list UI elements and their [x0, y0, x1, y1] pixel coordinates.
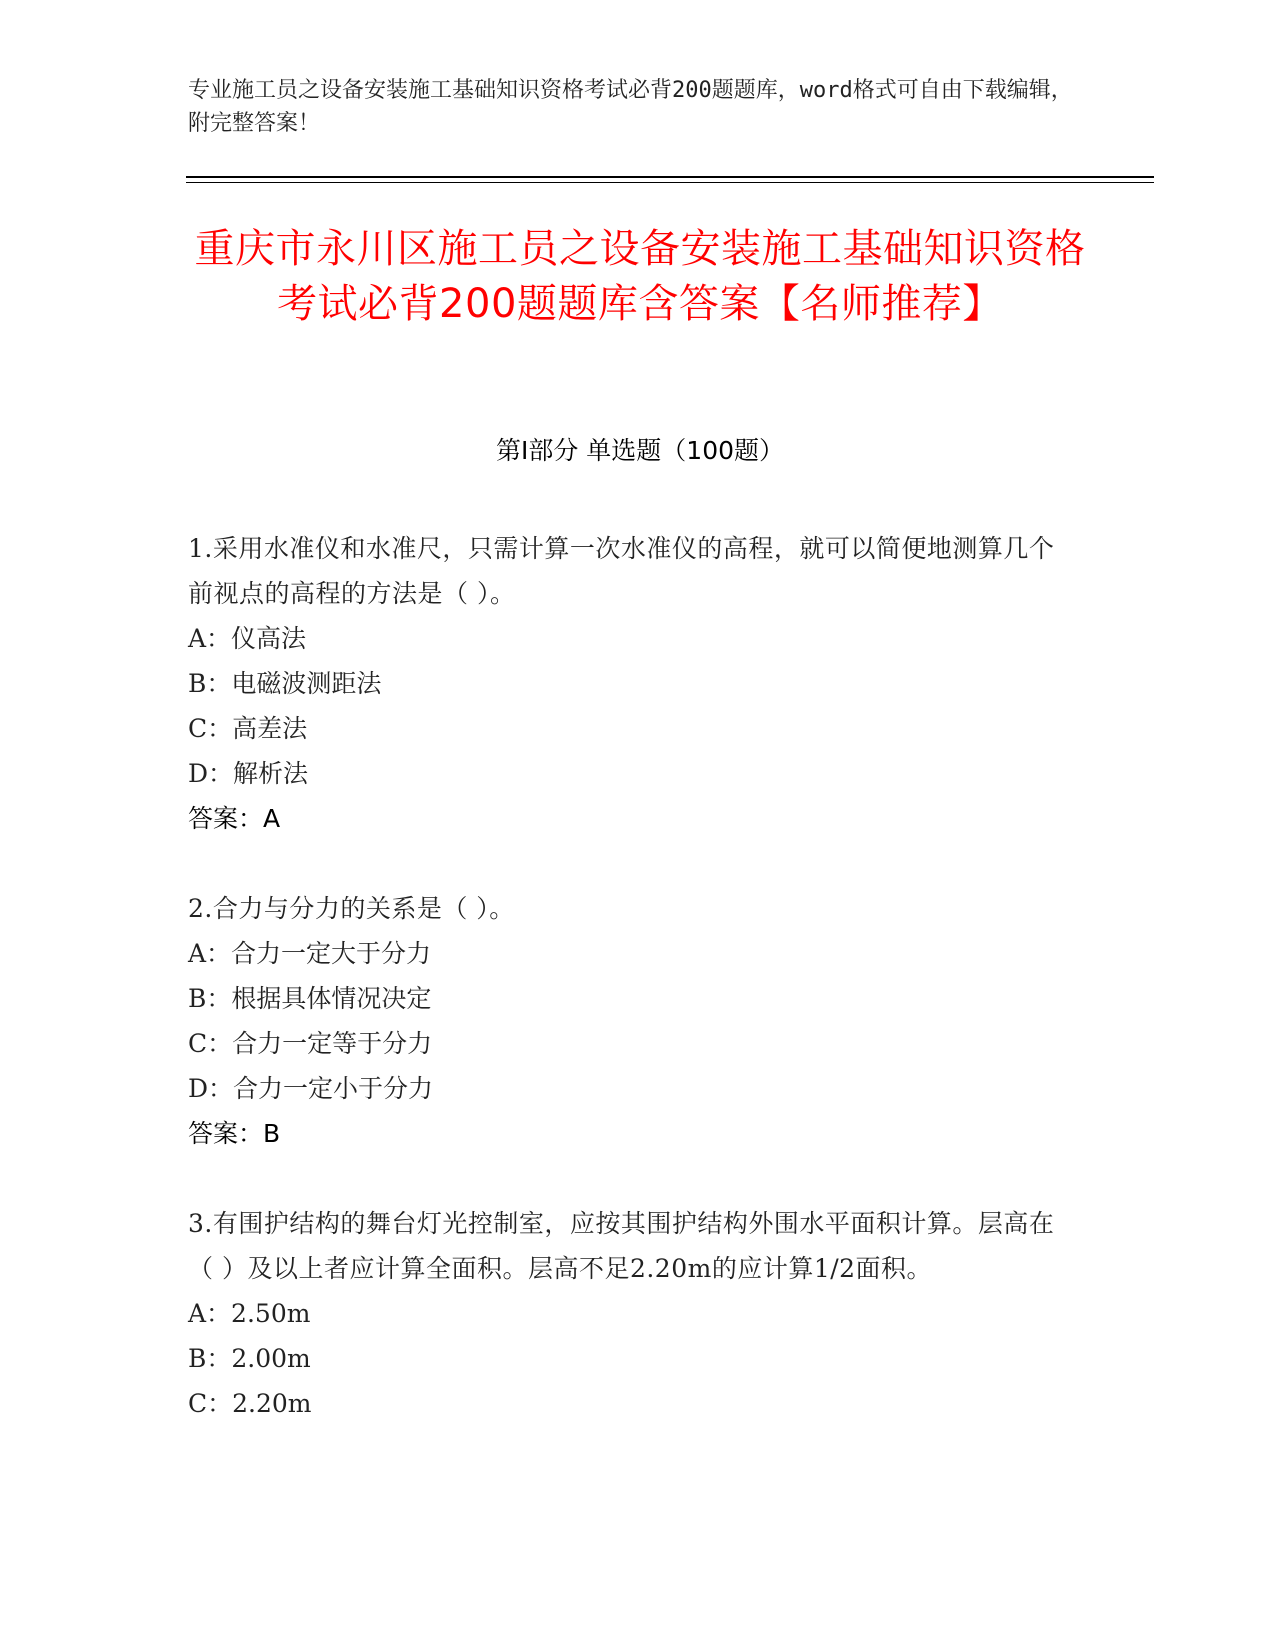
option-c: C：2.20m — [188, 1389, 312, 1418]
header-divider-thick — [186, 176, 1154, 178]
option-a: A：仪高法 — [188, 624, 307, 653]
question-stem: 3.有围护结构的舞台灯光控制室，应按其围护结构外围水平面积计算。层高在（ ）及以上者应计算全面积。层高不足2.20m的应计算1/2面积。 — [188, 1209, 1055, 1283]
section-heading: 第I部分 单选题（100题） — [495, 436, 785, 465]
option-b: B：电磁波测距法 — [188, 669, 382, 698]
answer-label: 答案：B — [188, 1119, 281, 1148]
option-a: A：2.50m — [188, 1299, 311, 1328]
question-3 — [188, 1201, 1068, 1426]
option-a: A：合力一定大于分力 — [188, 939, 432, 968]
question-stem: 1.采用水准仪和水准尺，只需计算一次水准仪的高程，就可以简便地测算几个前视点的高程的方法是（ ）。 — [188, 534, 1055, 608]
question-2 — [188, 886, 1068, 1156]
header-divider-thin — [186, 182, 1154, 183]
header-note: 专业施工员之设备安装施工基础知识资格考试必背200题题库，word格式可自由下载编辑，附完整答案！ — [188, 78, 1073, 136]
option-c: C：高差法 — [188, 714, 308, 743]
answer-label: 答案：A — [188, 804, 281, 833]
document-title: 重庆市永川区施工员之设备安装施工基础知识资格考试必背200题题库含答案【名师推荐】 — [194, 226, 1086, 327]
question-1 — [188, 526, 1068, 841]
option-d: D：解析法 — [188, 759, 309, 788]
option-b: B：2.00m — [188, 1344, 311, 1373]
question-stem: 2.合力与分力的关系是（ ）。 — [188, 894, 515, 923]
question-list — [188, 526, 1068, 1471]
option-c: C：合力一定等于分力 — [188, 1029, 433, 1058]
option-d: D：合力一定小于分力 — [188, 1074, 434, 1103]
option-b: B：根据具体情况决定 — [188, 984, 432, 1013]
